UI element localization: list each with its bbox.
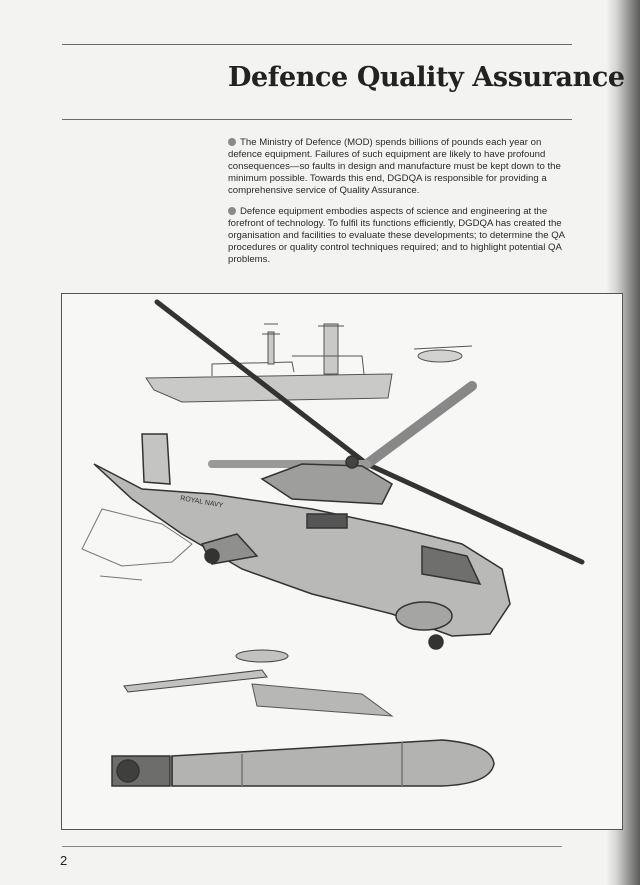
torpedo-sketch [112,740,494,786]
royal-navy-label: ROYAL NAVY [179,495,224,510]
page-title: Defence Quality Assurance [228,62,625,93]
title-rule [62,119,572,120]
page-number: 2 [60,853,68,868]
paragraph-2 [228,206,568,266]
helicopter-sketch [94,434,510,649]
illustration-drawing [62,294,622,829]
footer-rule [62,846,562,847]
fin-sketch [252,684,392,716]
paragraph-2-text: Defence equipment embodies aspects of science and engineering at the forefront of technology. To fulfil its functions efficiently, DGDQA has created the organisation and facilities to evaluate these developments; to determine the QA procedures or quality control techniques required; and to highlight potential QA problems. [228,206,565,265]
small-helicopter-sketch [414,346,472,362]
bullet-icon [228,207,236,215]
defence-equipment-illustration [61,293,623,830]
bullet-icon [228,138,236,146]
paragraph-1 [228,137,568,197]
paragraph-1-text: The Ministry of Defence (MOD) spends billions of pounds each year on defence equipment. Failures of such equipment are likely to have profound consequences—so faults in design and manufacture must be kept down to the minimum possible. Towards this end, DGDQA is responsible for providing a comprehensive service of Quality Assurance. [228,137,561,196]
top-rule [62,44,572,45]
